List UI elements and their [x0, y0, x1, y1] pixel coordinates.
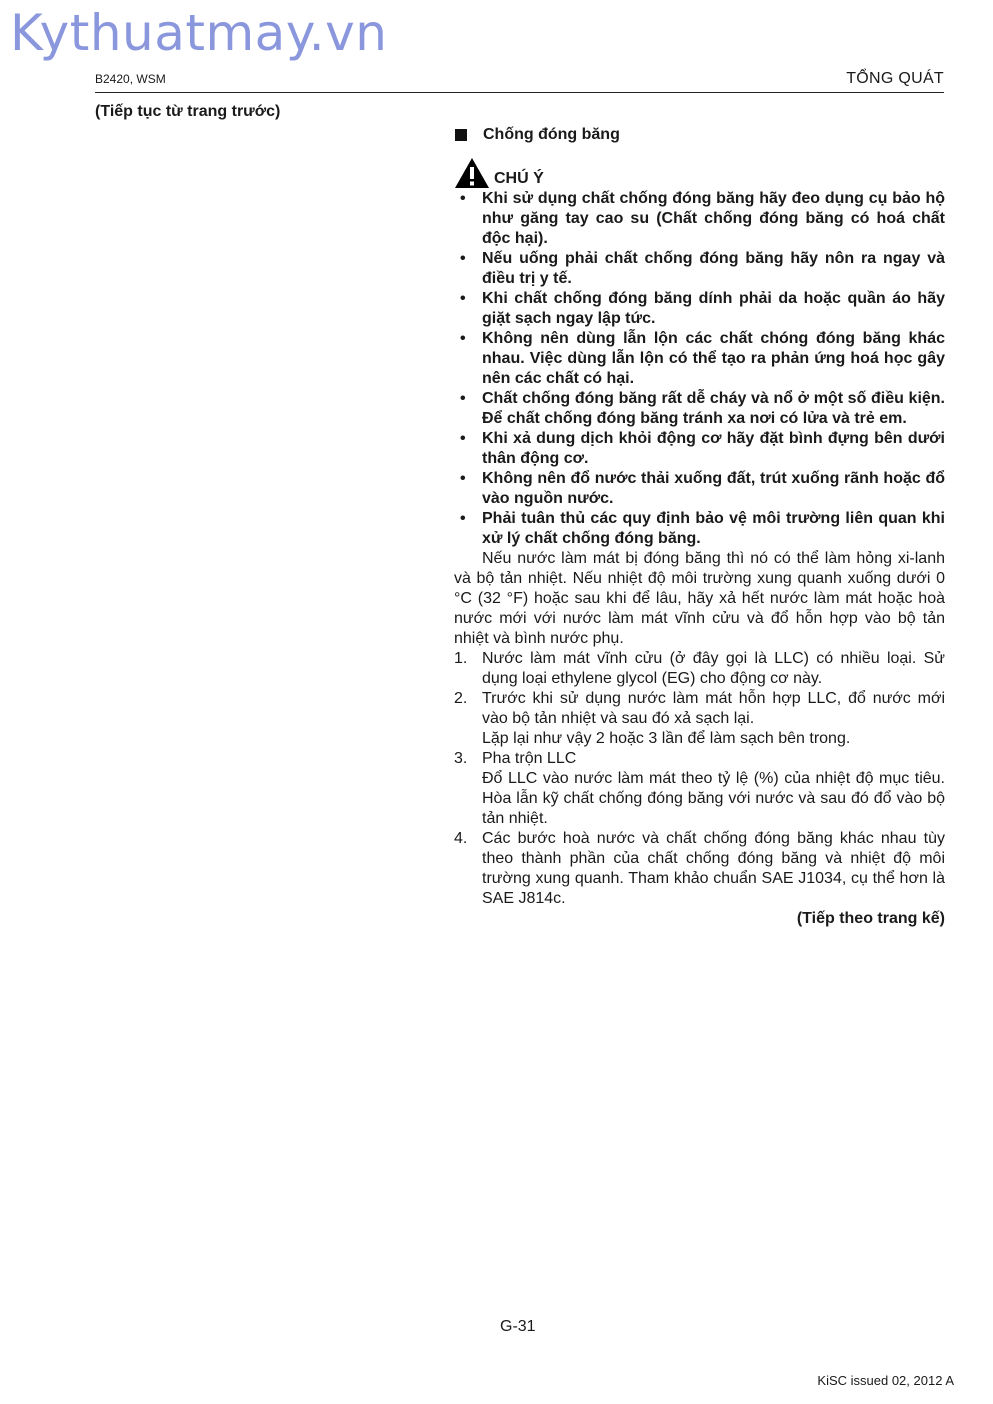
warning-item: • Nếu uống phải chất chống đóng băng hãy nôn ra ngay và điều trị y tế.: [460, 250, 945, 287]
document-code: B2420, WSM: [95, 72, 166, 86]
header-rule: [95, 92, 944, 93]
section-title-text: Chống đóng băng: [483, 126, 620, 143]
page-number: G-31: [500, 1318, 536, 1335]
section-title: [454, 125, 945, 145]
step-item: 1. Nước làm mát vĩnh cửu (ở đây gọi là LLC) có nhiều loại. Sử dụng loại ethylene glycol (EG) cho động cơ này.: [454, 650, 945, 687]
continued-next-note: (Tiếp theo trang kế): [796, 910, 945, 927]
warning-item: • Phải tuân thủ các quy định bảo vệ môi trường liên quan khi xử lý chất chống đóng băng.: [460, 510, 945, 547]
steps-list: [454, 649, 945, 909]
warning-item: • Không nên dùng lẫn lộn các chất chóng đóng băng khác nhau. Việc dùng lẫn lộn có thể tạo ra phản ứng hoá học gây nên các chất có hại.: [460, 330, 945, 387]
warning-item: • Không nên đổ nước thải xuống đất, trút xuống rãnh hoặc đổ vào nguồn nước.: [460, 470, 945, 507]
issue-note: KiSC issued 02, 2012 A: [817, 1373, 954, 1388]
watermark: Kythuatmay.vn: [10, 4, 388, 62]
section-header: TỔNG QUÁT: [846, 70, 944, 87]
intro-paragraph: Nếu nước làm mát bị đóng băng thì nó có thể làm hỏng xi-lanh và bộ tản nhiệt. Nếu nhiệt độ môi trường xung quanh xuống dưới 0 °C (32 °F) hoặc sau khi để lâu, hãy xả hết nước làm mát hoặc hoà nước mới với nước làm mát vĩnh cửu và đổ hỗn hợp vào bộ tản nhiệt và bình nước phụ.: [454, 550, 945, 647]
continued-from-note: (Tiếp tục từ trang trước): [95, 103, 281, 120]
caution-heading: [454, 157, 945, 189]
step-item: 4. Các bước hoà nước và chất chống đóng băng khác nhau tùy theo thành phần của chất chống đóng băng và nhiệt độ môi trường xung quanh. Tham khảo chuẩn SAE J1034, cụ thể hơn là SAE J814c.: [454, 830, 945, 907]
warning-item: • Khi sử dụng chất chống đóng băng hãy đeo dụng cụ bảo hộ như găng tay cao su (Chất chống đóng băng có hoá chất độc hại).: [460, 190, 945, 247]
square-bullet-icon: [455, 129, 467, 141]
warning-item: • Chất chống đóng băng rất dễ cháy và nổ ở một số điều kiện. Để chất chống đóng băng tránh xa nơi có lửa và trẻ em.: [460, 390, 945, 427]
warning-item: • Khi chất chống đóng băng dính phải da hoặc quần áo hãy giặt sạch ngay lập tức.: [460, 290, 945, 327]
warning-item: • Khi xả dung dịch khỏi động cơ hãy đặt bình đựng bên dưới thân động cơ.: [460, 430, 945, 467]
step-item: 3. Pha trộn LLC Đổ LLC vào nước làm mát theo tỷ lệ (%) của nhiệt độ mục tiêu. Hòa lẫn kỹ chất chống đóng băng với nước và sau đó đổ vào bộ tản nhiệt.: [454, 750, 945, 827]
right-column: [454, 122, 945, 929]
warning-list: [454, 189, 945, 549]
step-item: 2. Trước khi sử dụng nước làm mát hỗn hợp LLC, đổ nước mới vào bộ tản nhiệt và sau đó xả sạch lại. Lặp lại như vậy 2 hoặc 3 lần để làm sạch bên trong.: [454, 690, 945, 747]
caution-label: CHÚ Ý: [494, 170, 544, 187]
warning-triangle-icon: [454, 157, 490, 189]
